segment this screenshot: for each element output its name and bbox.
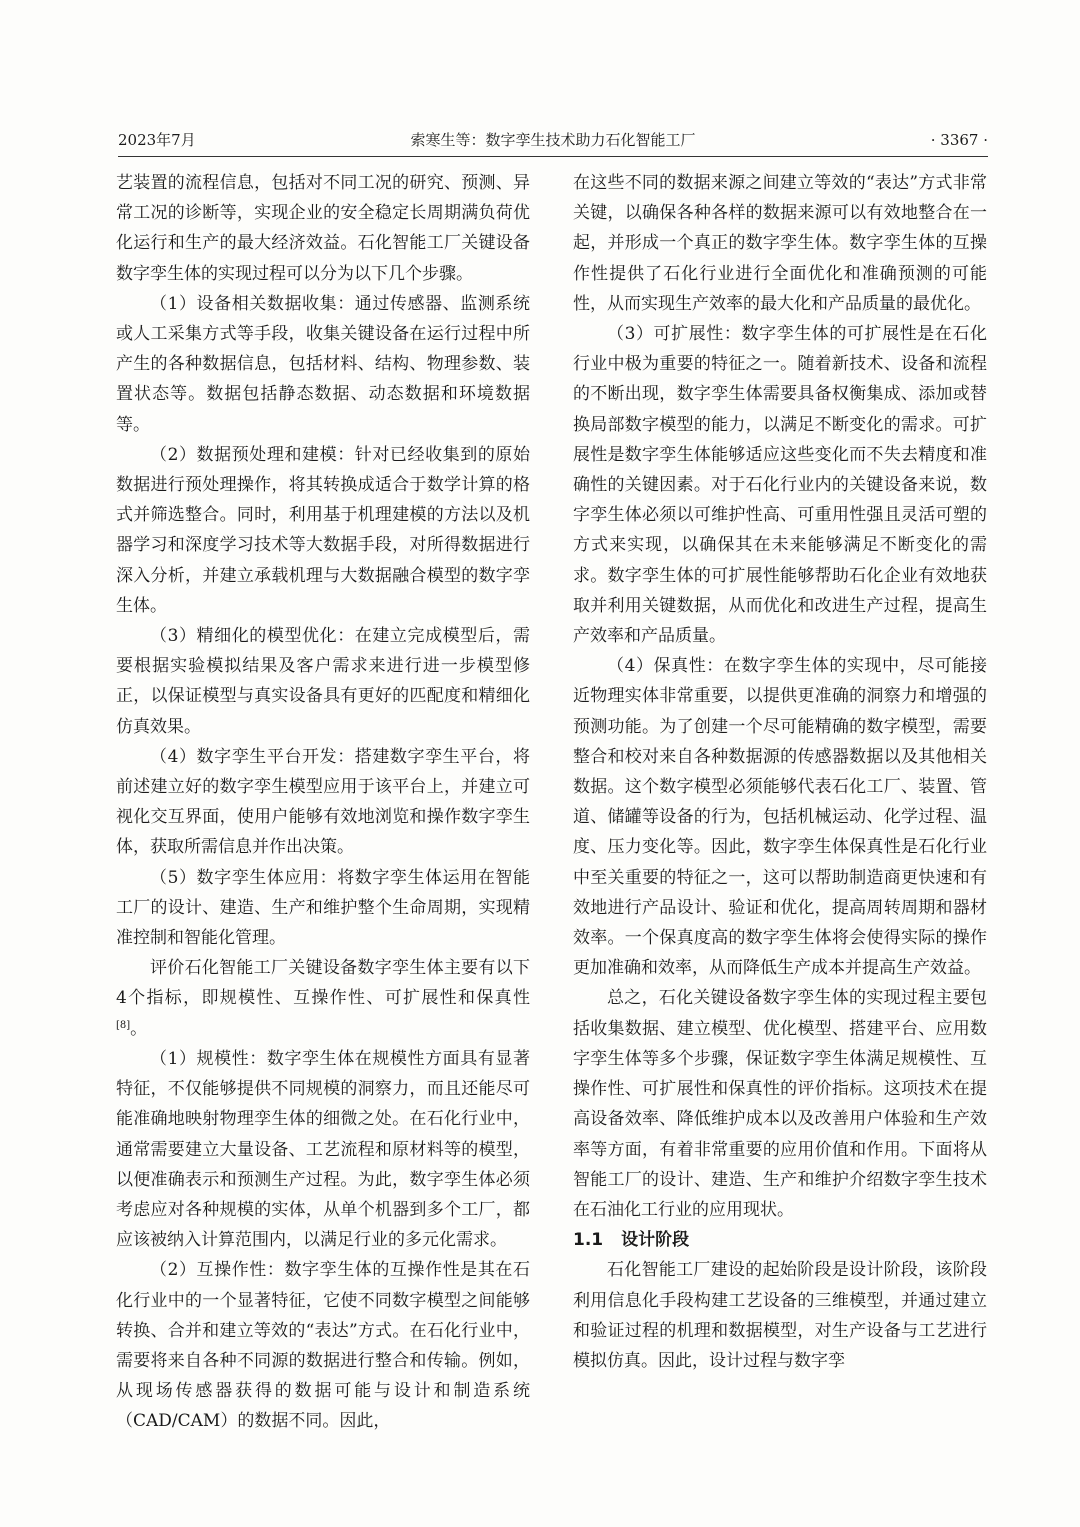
paragraph: 石化智能工厂建设的起始阶段是设计阶段，该阶段利用信息化手段构建工艺设备的三维模型，并通过建立和验证过程的机理和数据模型，对生产设备与工艺进行模拟仿真。因此，设计过程与数字孪 <box>573 1260 987 1371</box>
paragraph-text: 评价石化智能工厂关键设备数字孪生体主要有以下4个指标，即规模性、互操作性、可扩展性和保真性 <box>116 958 530 1009</box>
header-page-number: · 3367 · <box>930 131 988 149</box>
running-header <box>118 124 988 157</box>
paragraph: （3）精细化的模型优化：在建立完成模型后，需要根据实验模拟结果及客户需求来进行进一步模型修正，以保证模型与真实设备具有更好的匹配度和精细化仿真效果。 <box>116 626 530 737</box>
paragraph: （5）数字孪生体应用：将数字孪生体运用在智能工厂的设计、建造、生产和维护整个生命周期，实现精准控制和智能化管理。 <box>116 867 530 949</box>
left-column <box>116 168 530 1437</box>
header-date: 2023年7月 <box>118 131 196 149</box>
header-title: 索寒生等：数字孪生技术助力石化智能工厂 <box>410 131 696 149</box>
paragraph: （2）数据预处理和建模：针对已经收集到的原始数据进行预处理操作，将其转换成适合于数学计算的格式并筛选整合。同时，利用基于机理建模的方法以及机器学习和深度学习技术等大数据手段，对所得数据进行深入分析，并建立承载机理与大数据融合模型的数字孪生体。 <box>116 444 530 616</box>
paragraph-end: 。 <box>130 1018 148 1039</box>
paragraph: （1）设备相关数据收集：通过传感器、监测系统或人工采集方式等手段，收集关键设备在运行过程中所产生的各种数据信息，包括材料、结构、物理参数、装置状态等。数据包括静态数据、动态数据和环境数据等。 <box>116 293 530 435</box>
paragraph: （2）互操作性：数字孪生体的互操作性是其在石化行业中的一个显著特征，它使不同数字模型之间能够转换、合并和建立等效的“表达”方式。在石化行业中，需要将来自各种不同源的数据进行整合和传输。例如，从现场传感器获得的数据可能与设计和制造系统（CAD/CAM）的数据不同。因此， <box>116 1260 530 1432</box>
paragraph: 总之，石化关键设备数字孪生体的实现过程主要包括收集数据、建立模型、优化模型、搭建平台、应用数字孪生体等多个步骤，保证数字孪生体满足规模性、互操作性、可扩展性和保真性的评价指标。这项技术在提高设备效率、降低维护成本以及改善用户体验和生产效率等方面，有着非常重要的应用价值和作用。下面将从智能工厂的设计、建造、生产和维护介绍数字孪生技术在石油化工行业的应用现状。 <box>573 988 987 1220</box>
section-heading <box>573 1225 987 1255</box>
paragraph: （4）数字孪生平台开发：搭建数字孪生平台，将前述建立好的数字孪生模型应用于该平台上，并建立可视化交互界面，使用户能够有效地浏览和操作数字孪生体，获取所需信息并作出决策。 <box>116 746 530 858</box>
section-title: 设计阶段 <box>621 1230 690 1251</box>
paragraph <box>116 953 530 1044</box>
paragraph: 在这些不同的数据来源之间建立等效的“表达”方式非常关键，以确保各种各样的数据来源可以有效地整合在一起，并形成一个真正的数字孪生体。数字孪生体的互操作性提供了石化行业进行全面优化和准确预测的可能性，从而实现生产效率的最大化和产品质量的最优化。 <box>573 173 987 314</box>
paragraph: （3）可扩展性：数字孪生体的可扩展性是在石化行业中极为重要的特征之一。随着新技术、设备和流程的不断出现，数字孪生体需要具备权衡集成、添加或替换局部数字模型的能力，以满足不断变化的需求。可扩展性是数字孪生体能够适应这些变化而不失去精度和准确性的关键因素。对于石化行业内的关键设备来说，数字孪生体必须以可维护性高、可重用性强且灵活可塑的方式来实现，以确保其在未来能够满足不断变化的需求。数字孪生体的可扩展性能够帮助石化企业有效地获取并利用关键数据，从而优化和改进生产过程，提高生产效率和产品质量。 <box>573 324 987 647</box>
right-column <box>573 168 987 1376</box>
paragraph: 艺装置的流程信息，包括对不同工况的研究、预测、异常工况的诊断等，实现企业的安全稳定长周期满负荷优化运行和生产的最大经济效益。石化智能工厂关键设备数字孪生体的实现过程可以分为以下几个步骤。 <box>116 173 530 284</box>
citation-ref[interactable]: [8] <box>116 1019 131 1031</box>
paragraph: （1）规模性：数字孪生体在规模性方面具有显著特征，不仅能够提供不同规模的洞察力，而且还能尽可能准确地映射物理孪生体的细微之处。在石化行业中，通常需要建立大量设备、工艺流程和原材料等的模型，以便准确表示和预测生产过程。为此，数字孪生体必须考虑应对各种规模的实体，从单个机器到多个工厂，都应该被纳入计算范围内，以满足行业的多元化需求。 <box>116 1048 530 1251</box>
section-number: 1.1 <box>573 1230 604 1251</box>
paragraph: （4）保真性：在数字孪生体的实现中，尽可能接近物理实体非常重要，以提供更准确的洞察力和增强的预测功能。为了创建一个尽可能精确的数字模型，需要整合和校对来自各种数据源的传感器数据以及其他相关数据。这个数字模型必须能够代表石化工厂、装置、管道、储罐等设备的行为，包括机械运动、化学过程、温度、压力变化等。因此，数字孪生体保真性是石化行业中至关重要的特征之一，这可以帮助制造商更快速和有效地进行产品设计、验证和优化，提高周转周期和器材效率。一个保真度高的数字孪生体将会使得实际的操作更加准确和效率，从而降低生产成本并提高生产效益。 <box>573 656 987 979</box>
